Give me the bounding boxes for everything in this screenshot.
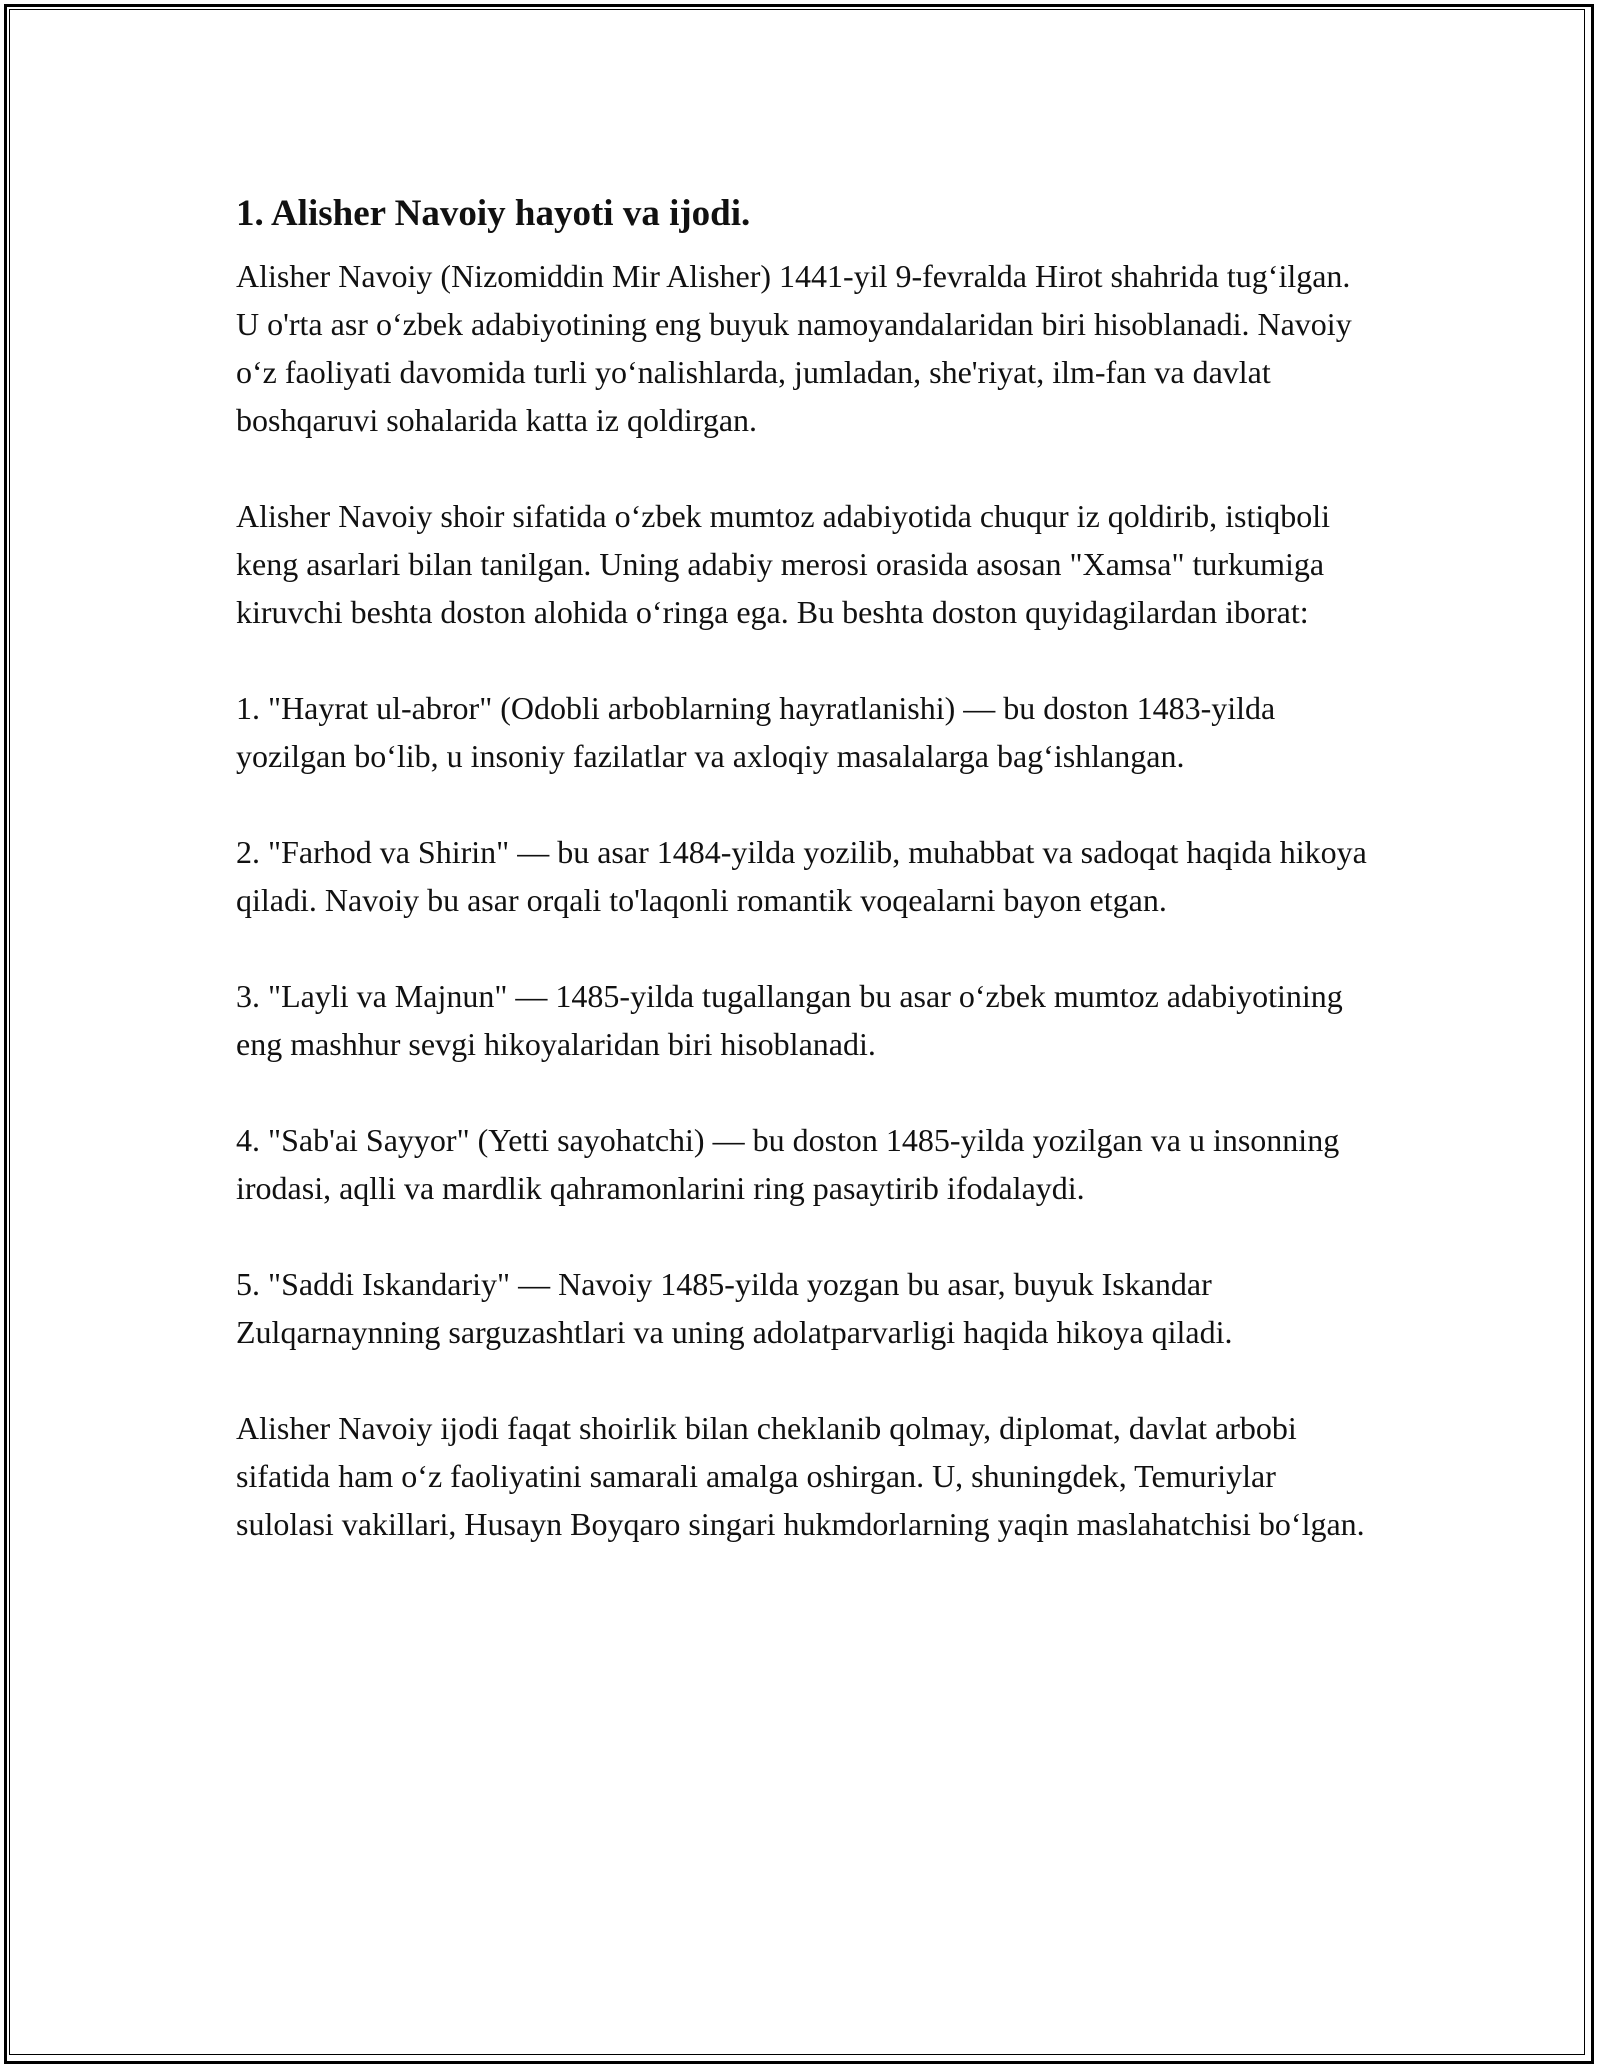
paragraph-doston-2: 2. "Farhod va Shirin" — bu asar 1484-yilda yozilib, muhabbat va sadoqat haqida hikoya qiladi. Navoiy bu asar orqali to'laqonli romantik voqealarni bayon etgan. xyxy=(236,834,1367,918)
paragraph-conclusion: Alisher Navoiy ijodi faqat shoirlik bilan cheklanib qolmay, diplomat, davlat arbobi sifatida ham o‘z faoliyatini samarali amalga oshirgan. U, shuningdek, Temuriylar sulolasi vakillari, Husayn Boyqaro singari hukmdorlarning yaqin maslahatchisi bo‘lgan. xyxy=(236,1410,1365,1542)
paragraph-poet: Alisher Navoiy shoir sifatida o‘zbek mumtoz adabiyotida chuqur iz qoldirib, istiqboli keng asarlari bilan tanilgan. Uning adabiy merosi orasida asosan "Xamsa" turkumiga kiruvchi beshta doston alohida o‘ringa ega. Bu beshta doston quyidagilardan iborat: xyxy=(236,498,1330,630)
paragraph-doston-3: 3. "Layli va Majnun" — 1485-yilda tugallangan bu asar o‘zbek mumtoz adabiyotining eng mashhur sevgi hikoyalaridan biri hisoblanadi. xyxy=(236,978,1343,1062)
paragraph-doston-1: 1. "Hayrat ul-abror" (Odobli arboblarning hayratlanishi) — bu doston 1483-yilda yozilgan bo‘lib, u insoniy fazilatlar va axloqiy masalalarga bag‘ishlangan. xyxy=(236,690,1276,774)
paragraph-intro: Alisher Navoiy (Nizomiddin Mir Alisher) 1441-yil 9-fevralda Hirot shahrida tug‘ilgan. U o'rta asr o‘zbek adabiyotining eng buyuk namoyandalaridan biri hisoblanadi. Navoiy o‘z faoliyati davomida turli yo‘nalishlarda, jumladan, she'riyat, ilm-fan va davlat boshqaruvi sohalarida katta iz qoldirgan. xyxy=(236,258,1352,438)
page-title: 1. Alisher Navoiy hayoti va ijodi. xyxy=(236,193,751,234)
paragraph-doston-4: 4. "Sab'ai Sayyor" (Yetti sayohatchi) — bu doston 1485-yilda yozilgan va u insonning irodasi, aqlli va mardlik qahramonlarini ring pasaytirib ifodalaydi. xyxy=(236,1122,1340,1206)
paragraph-doston-5: 5. "Saddi Iskandariy" — Navoiy 1485-yilda yozgan bu asar, buyuk Iskandar Zulqarnaynning sarguzashtlari va uning adolatparvarligi haqida hikoya qiladi. xyxy=(236,1266,1233,1350)
document-body xyxy=(236,190,1376,1596)
